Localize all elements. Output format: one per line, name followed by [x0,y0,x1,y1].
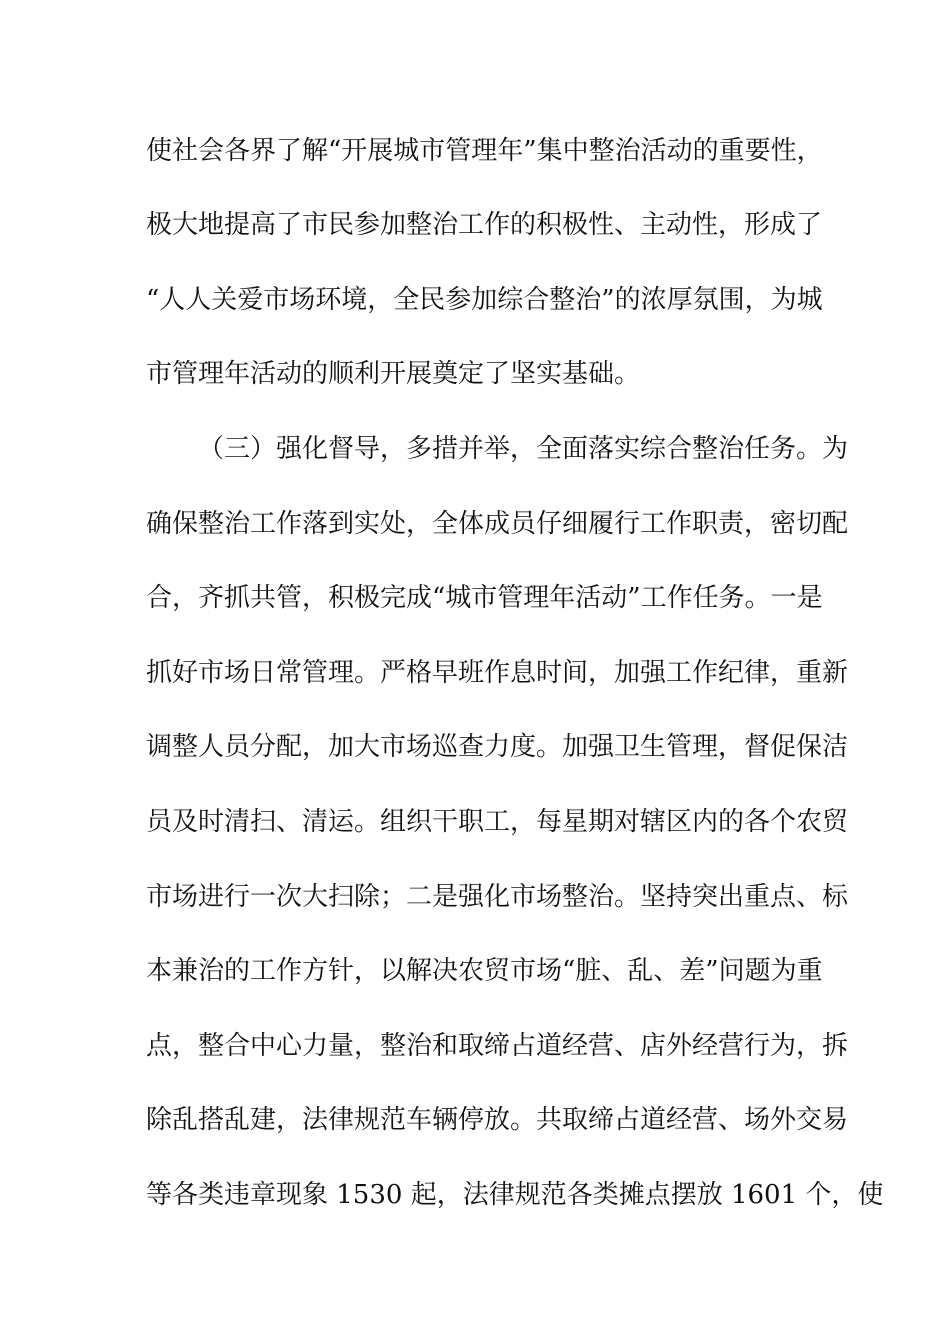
text-line: 合，齐抓共管，积极完成“城市管理年活动”工作任务。一是 [146,583,823,613]
paragraph-first-line: （三）强化督导，多措并举，全面落实综合整治任务。为 [198,434,849,464]
text-line: 抓好市场日常管理。严格早班作息时间，加强工作纪律，重新 [146,658,849,688]
text-line: 使社会各界了解“开展城市管理年”集中整治活动的重要性， [146,136,823,166]
text-line: 市场进行一次大扫除；二是强化市场整治。坚持突出重点、标 [146,882,849,912]
text-line: “人人关爱市场环境，全民参加综合整治”的浓厚氛围，为城 [146,285,823,315]
text-line: 市管理年活动的顺利开展奠定了坚实基础。 [146,359,641,389]
text-line: 极大地提高了市民参加整治工作的积极性、主动性，形成了 [146,210,823,240]
text-line: 调整人员分配，加大市场巡查力度。加强卫生管理，督促保洁 [146,732,849,762]
text-line: 本兼治的工作方针，以解决农贸市场“脏、乱、差”问题为重 [146,956,823,986]
text-line: 点，整合中心力量，整治和取缔占道经营、店外经营行为，拆 [146,1031,849,1061]
text-line: 确保整治工作落到实处，全体成员仔细履行工作职责，密切配 [146,509,849,539]
text-line: 员及时清扫、清运。组织干职工，每星期对辖区内的各个农贸 [146,807,849,837]
text-line: 等各类违章现象 1530 起，法律规范各类摊点摆放 1601 个，使 [146,1180,884,1210]
text-line: 除乱搭乱建，法律规范车辆停放。共取缔占道经营、场外交易 [146,1105,849,1135]
